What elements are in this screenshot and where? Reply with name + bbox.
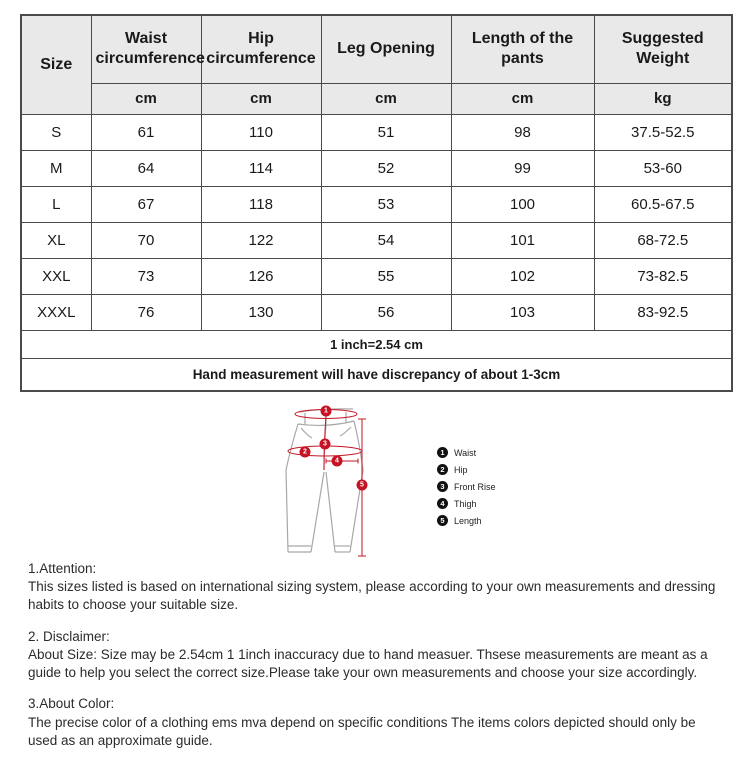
leg-opening-col-header: Leg Opening [321, 15, 451, 83]
table-cell: 126 [201, 258, 321, 294]
table-cell: 102 [451, 258, 594, 294]
table-row [21, 114, 732, 150]
table-note-row [21, 358, 732, 391]
table-cell: 100 [451, 186, 594, 222]
about-color-body: The precise color of a clothing ems mva depend on specific conditions The items colors depicted should only be used as an approximate guide. [28, 714, 707, 748]
table-cell: 122 [201, 222, 321, 258]
svg-text:2: 2 [303, 448, 307, 456]
table-cell: 101 [451, 222, 594, 258]
table-cell: 67 [91, 186, 201, 222]
table-unit-row [21, 83, 732, 114]
table-cell: 51 [321, 114, 451, 150]
table-cell: XXXL [21, 294, 91, 330]
table-cell: 73-82.5 [594, 258, 732, 294]
table-cell: 37.5-52.5 [594, 114, 732, 150]
legend-item-waist [437, 444, 496, 461]
legend-item-thigh [437, 495, 496, 512]
size-col-header: Size [21, 15, 91, 114]
disclaimer-body: About Size: Size may be 2.54cm 1 1inch inaccuracy due to hand measuer. Thsese measurements are meant as a guide to help you select the correct size.Please take your own measurements and choose your size accordingly. [28, 646, 712, 681]
table-row [21, 294, 732, 330]
table-cell: 64 [91, 150, 201, 186]
table-cell: M [21, 150, 91, 186]
table-cell: 73 [91, 258, 201, 294]
table-cell: S [21, 114, 91, 150]
table-cell: L [21, 186, 91, 222]
legend-label: Front Rise [454, 481, 496, 492]
svg-text:5: 5 [360, 481, 364, 489]
legend-item-hip [437, 461, 496, 478]
unit-cell: kg [594, 83, 732, 114]
disclaimer-heading: 2. Disclaimer: [28, 628, 110, 644]
legend-item-front-rise [437, 478, 496, 495]
pants-measurement-diagram [278, 402, 373, 560]
weight-col-header: Suggested Weight [594, 15, 732, 83]
size-chart-table [20, 14, 733, 392]
legend-label: Length [454, 515, 482, 526]
table-cell: 60.5-67.5 [594, 186, 732, 222]
table-cell: 76 [91, 294, 201, 330]
table-cell: 83-92.5 [594, 294, 732, 330]
table-row [21, 222, 732, 258]
legend-number-icon: 3 [437, 481, 448, 492]
table-cell: XXL [21, 258, 91, 294]
legend-label: Thigh [454, 498, 477, 509]
table-row [21, 258, 732, 294]
table-header-row [21, 15, 732, 83]
length-col-header: Length of the pants [451, 15, 594, 83]
hand-measurement-note: Hand measurement will have discrepancy of about 1-3cm [21, 358, 732, 391]
svg-text:3: 3 [323, 440, 327, 448]
table-cell: 130 [201, 294, 321, 330]
table-cell: 56 [321, 294, 451, 330]
legend-number-icon: 5 [437, 515, 448, 526]
unit-cell: cm [321, 83, 451, 114]
svg-text:4: 4 [335, 457, 339, 465]
measurement-legend [437, 444, 496, 529]
inch-conversion-note: 1 inch=2.54 cm [21, 330, 732, 358]
table-row [21, 150, 732, 186]
attention-body: This sizes listed is based on international sizing system, please according to your own measurements and dressing habits to choose your suitable size. [28, 579, 720, 613]
about-color-section [28, 695, 728, 750]
waist-col-header: Waist circumference [91, 15, 201, 83]
table-cell: 118 [201, 186, 321, 222]
pants-outline [286, 409, 363, 552]
table-cell: 114 [201, 150, 321, 186]
unit-cell: cm [451, 83, 594, 114]
table-cell: 98 [451, 114, 594, 150]
table-cell: 53-60 [594, 150, 732, 186]
svg-text:1: 1 [324, 407, 328, 415]
table-cell: 54 [321, 222, 451, 258]
legend-item-length [437, 512, 496, 529]
disclaimer-section [28, 628, 728, 683]
table-cell: 61 [91, 114, 201, 150]
unit-cell: cm [201, 83, 321, 114]
table-cell: 103 [451, 294, 594, 330]
about-color-heading: 3.About Color: [28, 696, 115, 712]
hip-col-header: Hip circumference [201, 15, 321, 83]
table-cell: 53 [321, 186, 451, 222]
attention-section [28, 560, 728, 615]
table-cell: 99 [451, 150, 594, 186]
table-cell: 52 [321, 150, 451, 186]
attention-heading: 1.Attention: [28, 561, 97, 576]
table-row [21, 186, 732, 222]
table-cell: 70 [91, 222, 201, 258]
table-cell: 55 [321, 258, 451, 294]
legend-number-icon: 4 [437, 498, 448, 509]
unit-cell: cm [91, 83, 201, 114]
table-note-row [21, 330, 732, 358]
legend-number-icon: 1 [437, 447, 448, 458]
table-cell: XL [21, 222, 91, 258]
table-cell: 68-72.5 [594, 222, 732, 258]
notes-area [28, 560, 728, 763]
legend-number-icon: 2 [437, 464, 448, 475]
legend-label: Waist [454, 447, 477, 458]
table-cell: 110 [201, 114, 321, 150]
legend-label: Hip [454, 464, 468, 475]
